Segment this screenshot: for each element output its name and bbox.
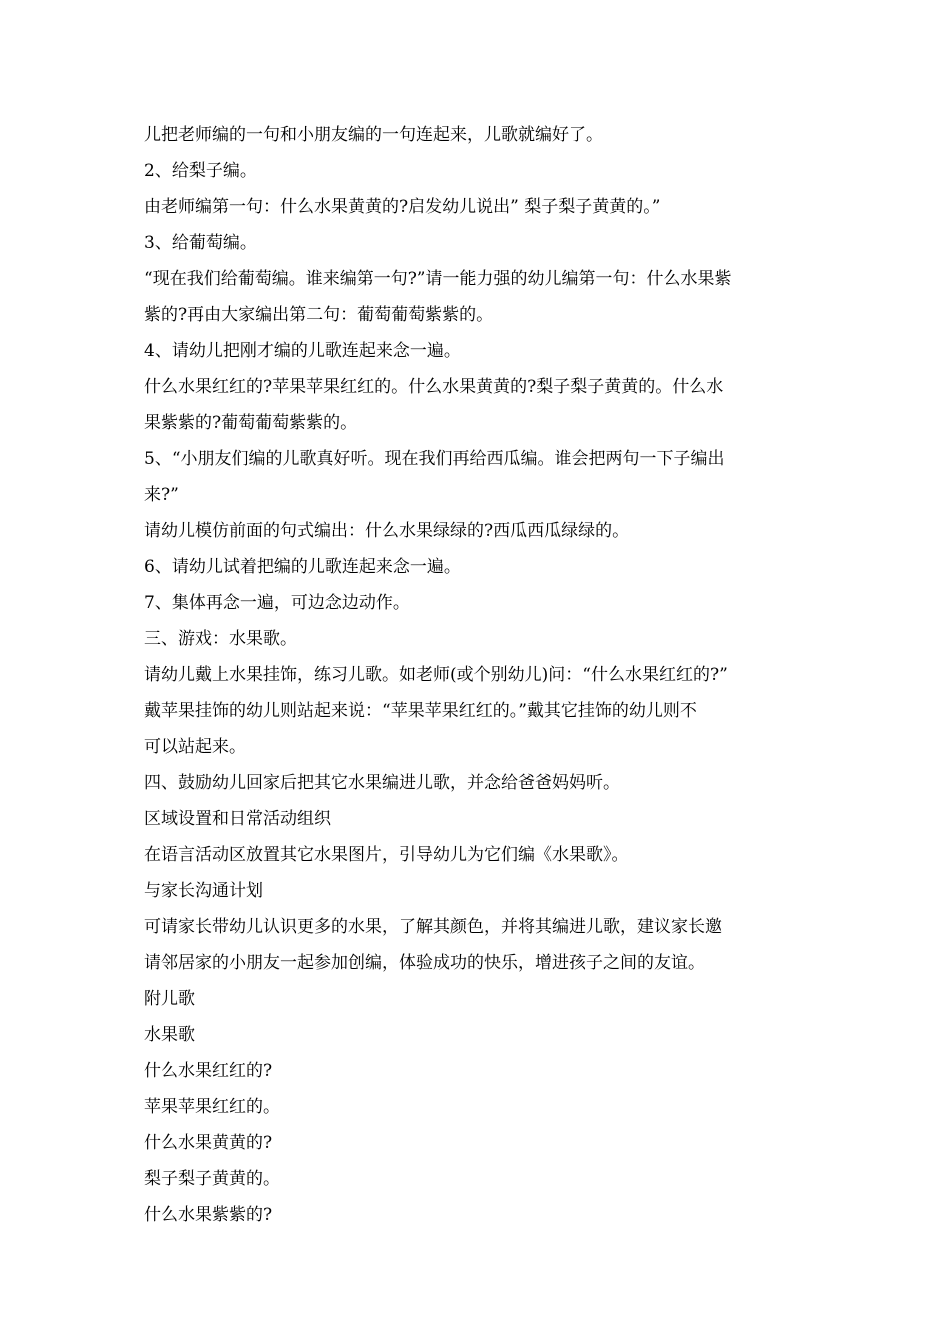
text-line: 儿把老师编的一句和小朋友编的一句连起来，儿歌就编好了。 bbox=[144, 125, 603, 145]
text-line: 由老师编第一句：什么水果黄黄的?启发幼儿说出” 梨子梨子黄黄的。” bbox=[144, 197, 661, 217]
text-line: “现在我们给葡萄编。谁来编第一句?”请一能力强的幼儿编第一句：什么水果紫 bbox=[144, 269, 732, 289]
poem-title: 水果歌 bbox=[144, 1025, 195, 1045]
text-line: 紫的?再由大家编出第二句：葡萄葡萄紫紫的。 bbox=[144, 305, 494, 325]
text-line: 来?” bbox=[144, 485, 179, 505]
text-line: 6、请幼儿试着把编的儿歌连起来念一遍。 bbox=[144, 557, 461, 577]
section-heading: 附儿歌 bbox=[144, 989, 195, 1009]
poem-line: 什么水果红红的? bbox=[144, 1061, 273, 1081]
document-page bbox=[144, 117, 812, 1233]
text-line: 3、给葡萄编。 bbox=[144, 233, 257, 253]
text-line: 2、给梨子编。 bbox=[144, 161, 257, 181]
text-line: 什么水果红红的?苹果苹果红红的。什么水果黄黄的?梨子梨子黄黄的。什么水 bbox=[144, 377, 724, 397]
text-line: 7、集体再念一遍，可边念边动作。 bbox=[144, 593, 410, 613]
text-line: 可请家长带幼儿认识更多的水果，了解其颜色，并将其编进儿歌，建议家长邀 bbox=[144, 917, 722, 937]
text-line: 戴苹果挂饰的幼儿则站起来说：“苹果苹果红红的。”戴其它挂饰的幼儿则不 bbox=[144, 701, 697, 721]
poem-line: 苹果苹果红红的。 bbox=[144, 1097, 280, 1117]
poem-line: 什么水果黄黄的? bbox=[144, 1133, 273, 1153]
section-heading: 与家长沟通计划 bbox=[144, 881, 263, 901]
poem-line: 梨子梨子黄黄的。 bbox=[144, 1169, 280, 1189]
section-heading: 四、鼓励幼儿回家后把其它水果编进儿歌，并念给爸爸妈妈听。 bbox=[144, 773, 620, 793]
text-line: 果紫紫的?葡萄葡萄紫紫的。 bbox=[144, 413, 358, 433]
text-line: 请幼儿模仿前面的句式编出：什么水果绿绿的?西瓜西瓜绿绿的。 bbox=[144, 521, 630, 541]
text-line: 请邻居家的小朋友一起参加创编，体验成功的快乐，增进孩子之间的友谊。 bbox=[144, 953, 705, 973]
section-heading: 区域设置和日常活动组织 bbox=[144, 809, 331, 829]
text-line: 4、请幼儿把刚才编的儿歌连起来念一遍。 bbox=[144, 341, 461, 361]
section-heading: 三、游戏：水果歌。 bbox=[144, 629, 297, 649]
text-line: 可以站起来。 bbox=[144, 737, 246, 757]
poem-line: 什么水果紫紫的? bbox=[144, 1205, 273, 1225]
text-line: 请幼儿戴上水果挂饰，练习儿歌。如老师(或个别幼儿)问：“什么水果红红的?” bbox=[144, 665, 728, 685]
text-line: 在语言活动区放置其它水果图片，引导幼儿为它们编《水果歌》。 bbox=[144, 845, 629, 865]
text-line: 5、“小朋友们编的儿歌真好听。现在我们再给西瓜编。谁会把两句一下子编出 bbox=[144, 449, 725, 469]
